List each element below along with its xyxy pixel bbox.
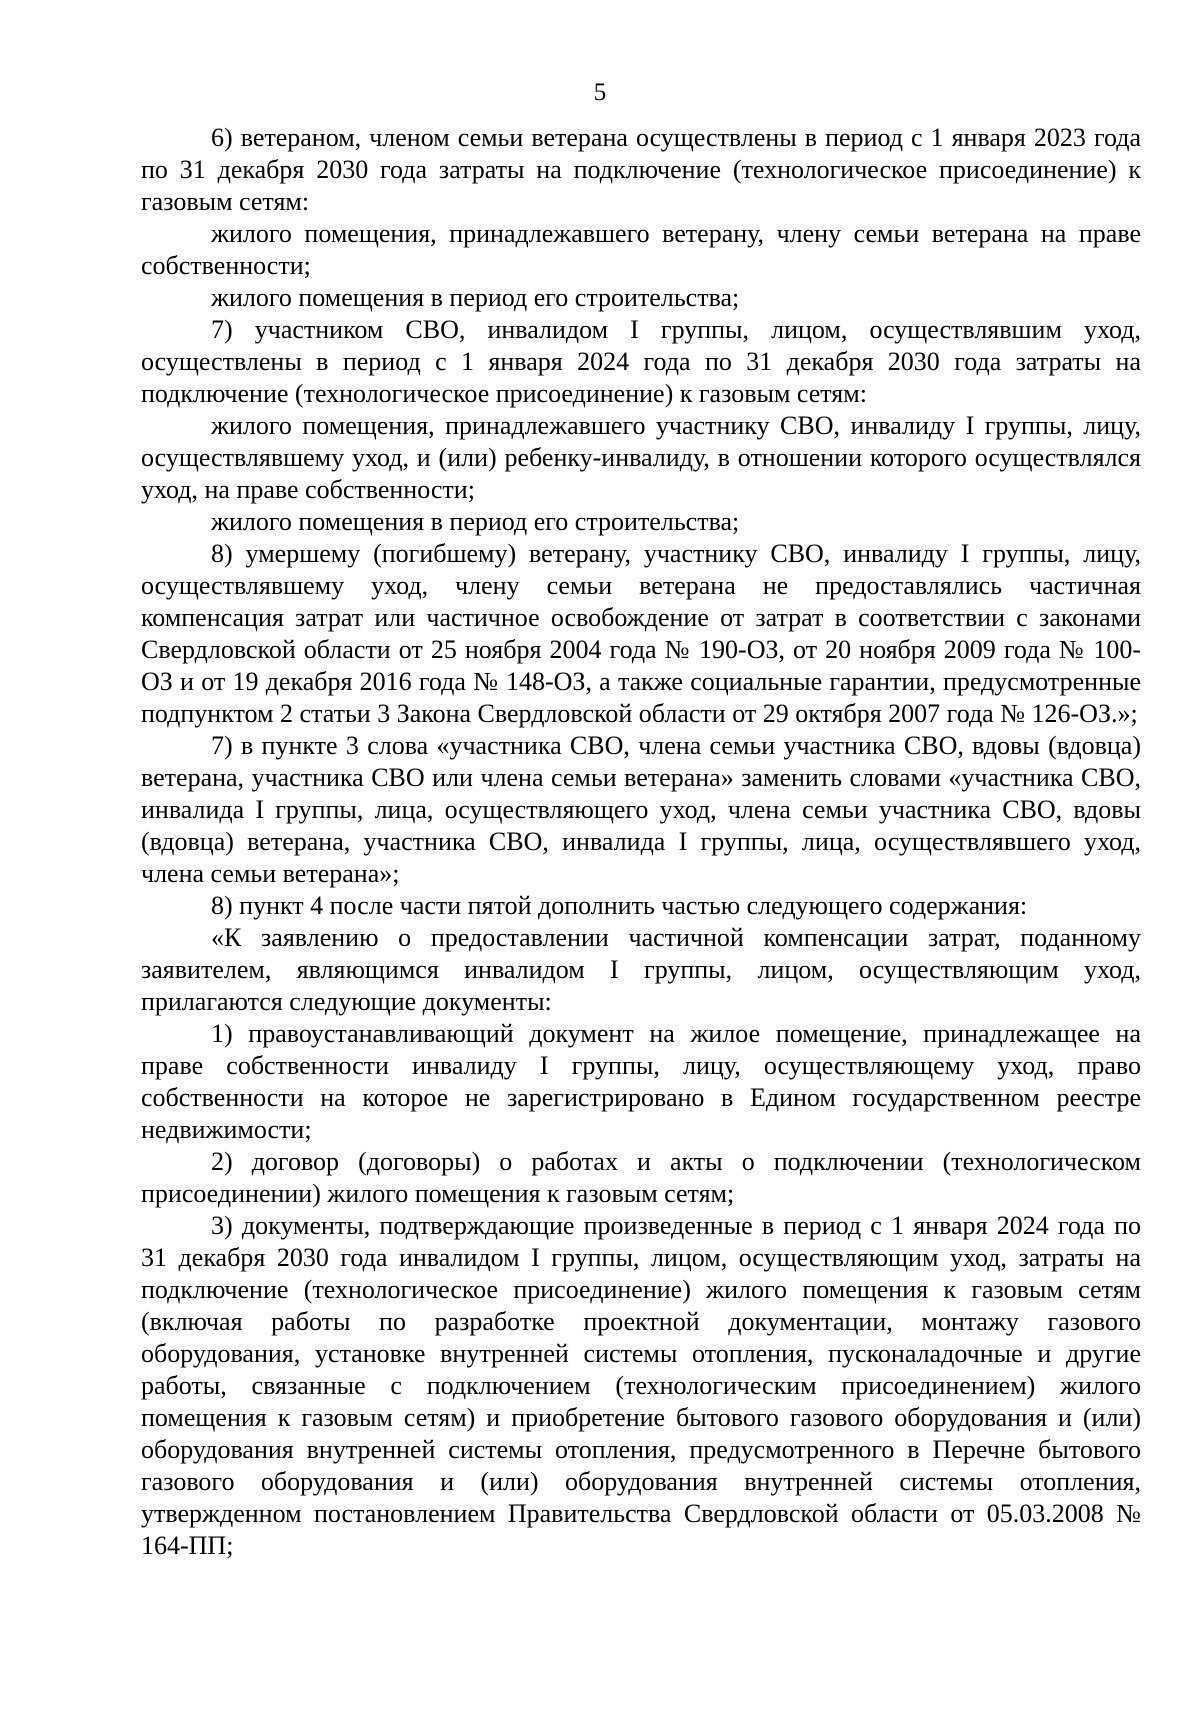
paragraph-owned-dwelling-svo: жилого помещения, принадлежавшего участнику СВО, инвалиду I группы, лицу, осуществлявшему уход, и (или) ребенку-инвалиду, в отношении которого осуществлялся уход, на праве собственности; [141, 411, 1141, 504]
paragraph-doc-1-title-document: 1) правоустанавливающий документ на жилое помещение, принадлежащее на праве собственности инвалиду I группы, лицу, осуществляющему уход, право собственности на которое не зарегистрировано в Едином государственном реестре недвижимости; [141, 1019, 1141, 1144]
paragraph-item-7-svo-participant-costs: 7) участником СВО, инвалидом I группы, лицом, осуществлявшим уход, осуществлены в период с 1 января 2024 года по 31 декабря 2030 года затраты на подключение (технологическое присоединение) к газовым сетям: [141, 315, 1141, 408]
paragraph-dwelling-construction-2: жилого помещения в период его строительства; [211, 507, 740, 536]
paragraph-item-8-no-compensation: 8) умершему (погибшему) ветерану, участнику СВО, инвалиду I группы, лицу, осуществлявшему уход, члену семьи ветерана не предоставлялись частичная компенсация затрат или частичное освобождение от затрат в соответствии с законами Свердловской области от 25 ноября 2004 года № 190-ОЗ, от 20 ноября 2009 года № 100-ОЗ и от 19 декабря 2016 года № 148-ОЗ, а также социальные гарантии, предусмотренные подпунктом 2 статьи 3 Закона Свердловской области от 29 октября 2007 года № 126-ОЗ.»; [141, 539, 1141, 728]
paragraph-amend-point-4: 8) пункт 4 после части пятой дополнить частью следующего содержания: [211, 891, 1028, 920]
paragraph-owned-dwelling-veteran: жилого помещения, принадлежавшего ветерану, члену семьи ветерана на праве собственности; [141, 219, 1141, 280]
paragraph-amend-point-3: 7) в пункте 3 слова «участника СВО, члена семьи участника СВО, вдовы (вдовца) ветерана, участника СВО или члена семьи ветерана» заменить словами «участника СВО, инвалида I группы, лица, осуществляющего уход, члена семьи участника СВО, вдовы (вдовца) ветерана, участника СВО, инвалида I группы, лица, осуществлявшего уход, члена семьи ветерана»; [141, 731, 1141, 888]
paragraph-doc-2-contracts: 2) договор (договоры) о работах и акты о подключении (технологическом присоединении) жилого помещения к газовым сетям; [141, 1147, 1141, 1208]
page-number: 5 [593, 79, 607, 106]
paragraph-application-documents: «К заявлению о предоставлении частичной компенсации затрат, поданному заявителем, являющимся инвалидом I группы, лицом, осуществляющим уход, прилагаются следующие документы: [141, 923, 1141, 1016]
paragraph-item-6-veteran-costs: 6) ветераном, членом семьи ветерана осуществлены в период с 1 января 2023 года по 31 декабря 2030 года затраты на подключение (технологическое присоединение) к газовым сетям: [141, 123, 1141, 216]
document-body [141, 122, 1141, 1562]
paragraph-dwelling-construction: жилого помещения в период его строительства; [211, 283, 740, 312]
paragraph-doc-3-cost-evidence: 3) документы, подтверждающие произведенные в период с 1 января 2024 года по 31 декабря 2030 года инвалидом I группы, лицом, осуществляющим уход, затраты на подключение (технологическое присоединение) жилого помещения к газовым сетям (включая работы по разработке проектной документации, монтажу газового оборудования, установке внутренней системы отопления, пусконаладочные и другие работы, связанные с подключением (технологическим присоединением) жилого помещения к газовым сетям) и приобретение бытового газового оборудования и (или) оборудования внутренней системы отопления, предусмотренного в Перечне бытового газового оборудования и (или) оборудования внутренней системы отопления, утвержденном постановлением Правительства Свердловской области от 05.03.2008 № 164-ПП; [141, 1211, 1141, 1560]
